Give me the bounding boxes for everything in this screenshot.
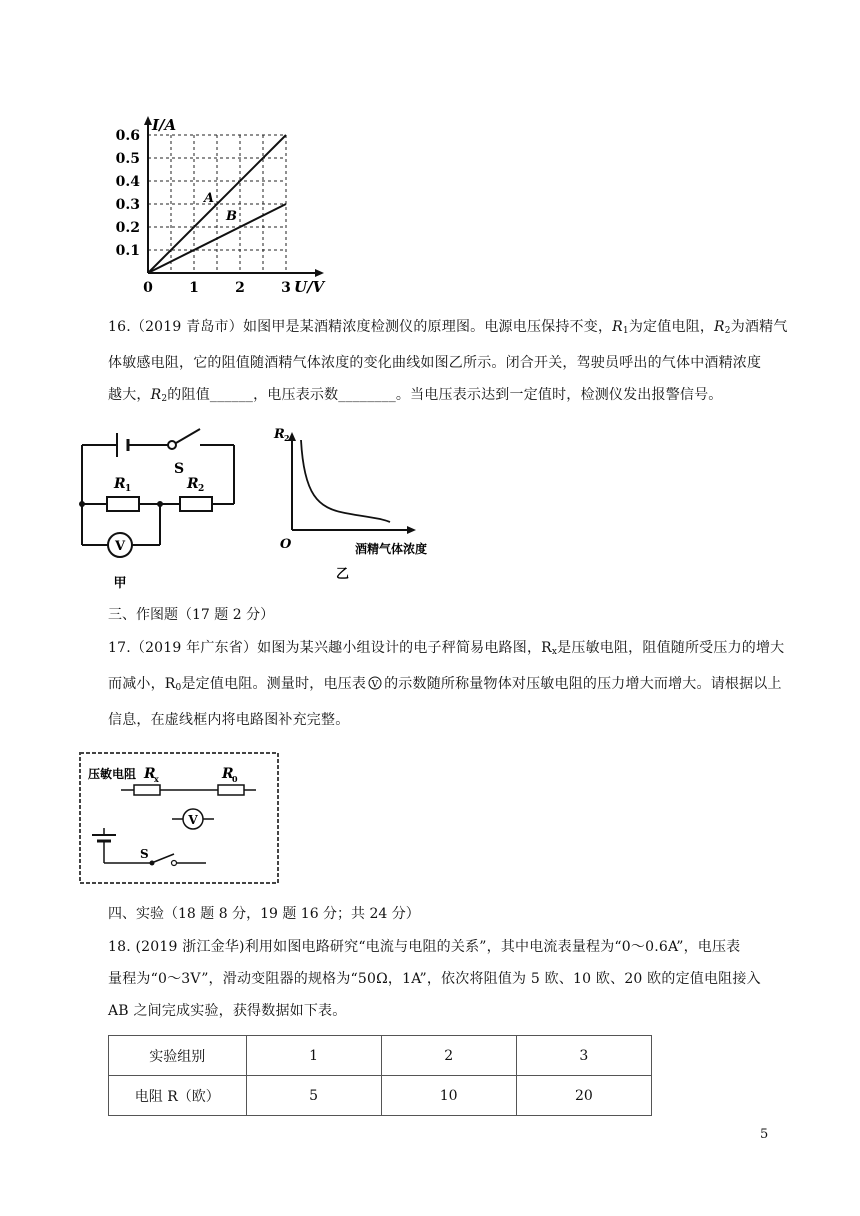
- iu-graph: [108, 110, 338, 300]
- switch-blade-17: [154, 854, 174, 862]
- yi-y-sub: 2: [284, 433, 290, 443]
- iu-y-tick: 0.3: [115, 197, 140, 213]
- switch-label-17: S: [140, 847, 149, 861]
- q17-line3: 信息，在虚线框内将电路图补充完整。: [108, 712, 350, 728]
- yi-y-label: R: [274, 427, 285, 442]
- r0-label: R: [222, 766, 234, 782]
- q17-text: [108, 632, 808, 736]
- yi-x-label: 酒精气体浓度: [355, 542, 428, 556]
- q17-line2c: 的示数随所称量物体对压敏电阻的压力增大而增大。请根据以上: [384, 676, 782, 692]
- q16-mid2: 为酒精气: [730, 319, 788, 335]
- q16-line3b: 的阻值______，电压表示数________。当电压表示达到一定值时，检测仪发出报警信号。: [167, 387, 723, 403]
- table-cell: 20: [516, 1076, 651, 1116]
- q16-r2b: R: [150, 387, 162, 403]
- yi-curve: [301, 440, 390, 522]
- q16-line3: [108, 379, 808, 415]
- r2-sub: 2: [198, 484, 205, 494]
- q17-line2a: 而减小，R: [108, 676, 176, 692]
- caption-yi: 乙: [336, 567, 350, 580]
- iu-y-tick: 0.2: [115, 220, 140, 236]
- switch-contact: [168, 441, 176, 449]
- q17-line1b: 是压敏电阻，阻值随所受压力的增大: [557, 640, 785, 656]
- iu-x-label: U/V: [294, 278, 325, 296]
- q18-line1: 18. (2019 浙江金华)利用如图电路研究“电流与电阻的关系”，其中电流表量程为“0～0.6A”，电压表: [108, 939, 741, 955]
- q16-line1: [108, 311, 808, 347]
- table-row: [109, 1076, 652, 1116]
- resistor-r2: [180, 497, 212, 511]
- q18-line2: 量程为“0～3V”，滑动变阻器的规格为“50Ω，1A”，依次将阻值为 5 欧、10 欧、20 欧的定值电阻接入: [108, 971, 761, 987]
- iu-line-a-label: A: [204, 191, 215, 206]
- yi-origin: O: [280, 537, 292, 552]
- svg-text:V: V: [371, 680, 379, 690]
- r2-label: R: [187, 476, 199, 492]
- iu-y-tick: 0.5: [115, 151, 140, 167]
- yi-x-arrow: [407, 526, 416, 534]
- q16-text: [108, 311, 808, 415]
- q17-line1a: 17.（2019 年广东省）如图为某兴趣小组设计的电子秤简易电路图，R: [108, 640, 552, 656]
- q17-line2: [108, 668, 808, 704]
- voltmeter-label-17: V: [188, 813, 198, 827]
- q17-figure: [76, 750, 282, 888]
- iu-y-tick: 0.1: [115, 243, 140, 259]
- q17-r0-sub: 0: [175, 683, 182, 693]
- iu-y-arrow: [144, 116, 152, 125]
- iu-y-tick: 0.6: [115, 128, 140, 144]
- q16-line2: 体敏感电阻，它的阻值随酒精气体浓度的变化曲线如图乙所示。闭合开关，驾驶员呼出的气体中酒精浓度: [108, 355, 762, 371]
- r0-sub: 0: [232, 774, 238, 784]
- table-cell: 2: [381, 1036, 516, 1076]
- q17-line1: [108, 632, 808, 668]
- q16-r1-sub: 1: [622, 326, 629, 336]
- table-row: [109, 1036, 652, 1076]
- switch-label: S: [174, 461, 185, 477]
- table-cell: 电阻 R（欧）: [109, 1076, 247, 1116]
- iu-x-tick: 3: [281, 280, 291, 296]
- resistor-rx: [134, 785, 160, 795]
- table-cell: 10: [381, 1076, 516, 1116]
- q16-r1: R: [612, 319, 623, 335]
- table-cell: 3: [516, 1036, 651, 1076]
- q18-text: [108, 931, 808, 1027]
- caption-jia: 甲: [113, 576, 127, 591]
- q16-mid1: 为定值电阻，: [628, 319, 715, 335]
- iu-y-label: I/A: [152, 116, 177, 134]
- iu-x-tick: 1: [189, 280, 199, 296]
- iu-x-tick: 2: [235, 280, 245, 296]
- iu-x-arrow: [315, 269, 324, 277]
- switch-blade: [176, 429, 200, 443]
- q17-rx-sub: x: [551, 647, 558, 657]
- q16-r2: R: [714, 319, 725, 335]
- graph-yi: [270, 420, 460, 580]
- voltmeter-label: V: [114, 539, 126, 554]
- q16-lead: 16.（2019 青岛市）如图甲是某酒精浓度检测仪的原理图。电源电压保持不变，: [108, 319, 613, 335]
- section-4-heading: 四、实验（18 题 8 分，19 题 16 分；共 24 分）: [108, 906, 420, 922]
- page-number: 5: [760, 1127, 769, 1142]
- iu-line-b-label: B: [226, 209, 237, 224]
- q17-line2b: 是定值电阻。测量时，电压表: [181, 676, 367, 692]
- r1-label: R: [114, 476, 126, 492]
- rx-sub: x: [154, 774, 159, 784]
- q16-r2-sub: 2: [724, 326, 731, 336]
- r1-sub: 1: [125, 484, 132, 494]
- circuit-jia: [72, 415, 247, 600]
- resistor-r1: [107, 497, 139, 511]
- q16-r2b-sub: 2: [161, 394, 168, 404]
- table-cell: 5: [246, 1076, 381, 1116]
- data-table: [108, 1035, 652, 1116]
- q16-line3a: 越大，: [108, 387, 151, 403]
- resistor-r0: [218, 785, 244, 795]
- rx-label: R: [144, 766, 156, 782]
- iu-x-tick: 0: [143, 280, 153, 296]
- table-cell: 1: [246, 1036, 381, 1076]
- table-cell: 实验组别: [109, 1036, 247, 1076]
- q18-line3: AB 之间完成实验，获得数据如下表。: [108, 1003, 347, 1019]
- pressure-resistor-label: 压敏电阻: [88, 767, 137, 781]
- section-3-heading: 三、作图题（17 题 2 分）: [108, 607, 275, 623]
- voltmeter-icon: [366, 676, 384, 690]
- iu-y-tick: 0.4: [115, 174, 140, 190]
